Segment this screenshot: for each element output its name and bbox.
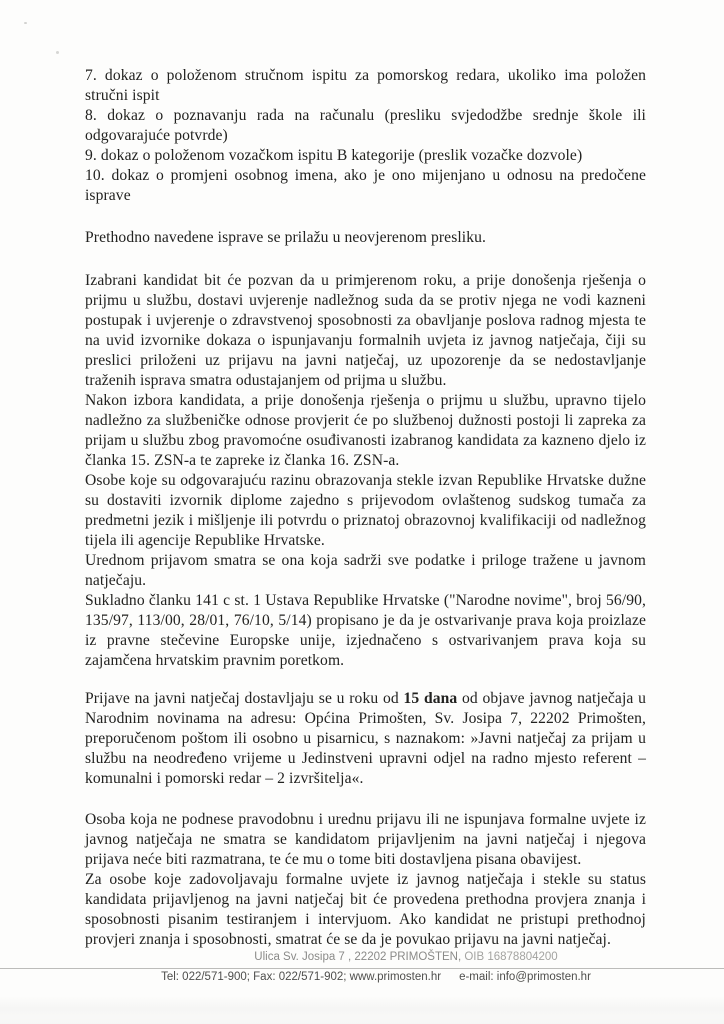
- footer-contact-line: [14, 969, 724, 985]
- paragraph-orderly-application: Urednom prijavom smatra se ona koja sadrži sve podatke i priloge tražene u javnom natječaju.: [85, 552, 646, 589]
- scan-edge-artifact: [0, 996, 724, 1024]
- list-item-7: 7. dokaz o položenom stručnom ispitu za pomorskog redara, ukoliko ima položen stručni ispit: [85, 67, 646, 104]
- footer-address: Ulica Sv. Josipa 7 , 22202 PRIMOŠTEN,: [254, 951, 465, 963]
- scan-speck-artifact: [24, 22, 27, 24]
- footer-address-line: [44, 950, 724, 965]
- paragraph-prior-testing: Za osobe koje zadovoljavaju formalne uvjete iz javnog natječaja i stekle su status kandidata prijavljenog na javni natječaj bit će provedena prethodna provjera znanja i sposobnosti pisanim testiranjem i intervjuom. Ako kandidat ne pristupi prethodnoj provjeri znanja i sposobnosti, smatrat će se da je povukao prijavu na javni natječaj.: [85, 871, 646, 948]
- list-item-8: 8. dokaz o poznavanju rada na računalu (presliku svjedodžbe srednje škole ili odgovarajuće potvrde): [85, 107, 646, 144]
- footer-phone-fax-web: Tel: 022/571-900; Fax: 022/571-902; www.primosten.hr: [161, 971, 442, 983]
- paragraph-constitution-article: Sukladno članku 141 c st. 1 Ustava Republike Hrvatske ("Narodne novime", broj 56/90, 135/97, 113/00, 28/01, 76/10, 5/14) propisano je da je ostvarivanje prava koja proizlaze iz pravne stečevine Europske unije, izjednačeno s ostvarivanjem prava koja su zajamčena hrvatskim pravnim poretkom.: [85, 592, 646, 669]
- list-item-9: 9. dokaz o položenom vozačkom ispitu B kategorije (preslik vozačke dozvole): [85, 147, 583, 164]
- note-unverified-copies: Prethodno navedene isprave se prilažu u neovjerenom presliku.: [85, 229, 487, 246]
- paragraph-selected-candidate: Izabrani kandidat bit će pozvan da u primjerenom roku, a prije donošenja rješenja o prijmu u službu, dostavi uvjerenje nadležnog suda da se protiv njega ne vodi kazneni postupak i uvjerenje o zdravstvenoj sposobnosti za obavljanje poslova radnog mjesta te na uvid izvornike dokaza o ispunjavanju formalnih uvjeta iz javnog natječaja, čiji su preslici priloženi uz prijavu na javni natječaj, uz upozorenje da se nedostavljanje traženih isprava smatra odustajanjem od prijma u službu.: [85, 272, 646, 389]
- paragraph-foreign-education: Osobe koje su odgovarajuću razinu obrazovanja stekle izvan Republike Hrvatske dužne su dostaviti izvornik diplome zajedno s prijevodom ovlaštenog sudskog tumača za predmetni jezik i mišljenje ili potvrdu o priznatoj obrazovnoj kvalifikaciji od nadležnog tijela ili agencije Republike Hrvatske.: [85, 472, 646, 549]
- paragraph-post-selection-check: Nakon izbora kandidata, a prije donošenja rješenja o prijmu u službu, upravno tijelo nadležno za službeničke odnose provjerit će po službenoj dužnosti postoji li zapreka za prijam u službu zbog pravomoćne osuđivanosti izabranog kandidata za kazneno djelo iz članka 15. ZSN-a te zapreke iz članka 16. ZSN-a.: [85, 392, 646, 469]
- document-body: [85, 66, 646, 950]
- scan-speck-artifact: [56, 51, 59, 54]
- deadline-text-pre: Prijave na javni natječaj dostavljaju se u roku od: [85, 690, 404, 707]
- deadline-text-post: od objave javnog natječaja u Narodnim novinama na adresu: Općina Primošten, Sv. Josipa 7, 22202 Primošten, preporučenom poštom ili osobno u pisarnicu, s naznakom: »Javni natječaj za prijam u službu na neodređeno vrijeme u Jedinstveni upravni odjel na radno mjesto referent – komunalni i pomorski redar – 2 izvršitelja«.: [85, 690, 646, 787]
- footer-oib: OIB 16878804200: [464, 951, 558, 963]
- paragraph-application-deadline: [85, 689, 646, 789]
- footer-email: e-mail: info@primosten.hr: [459, 971, 591, 983]
- list-item-10: 10. dokaz o promjeni osobnog imena, ako je ono mijenjano u odnosu na predočene isprave: [85, 167, 646, 204]
- paragraph-invalid-application: Osoba koja ne podnese pravodobnu i urednu prijavu ili ne ispunjava formalne uvjete iz javnog natječaja ne smatra se kandidatom prijavljenim na javni natječaj i njegova prijava neće biti razmatrana, te će mu o tome biti dostavljena pisana obavijest.: [85, 811, 646, 868]
- deadline-days-bold: 15 dana: [403, 690, 458, 707]
